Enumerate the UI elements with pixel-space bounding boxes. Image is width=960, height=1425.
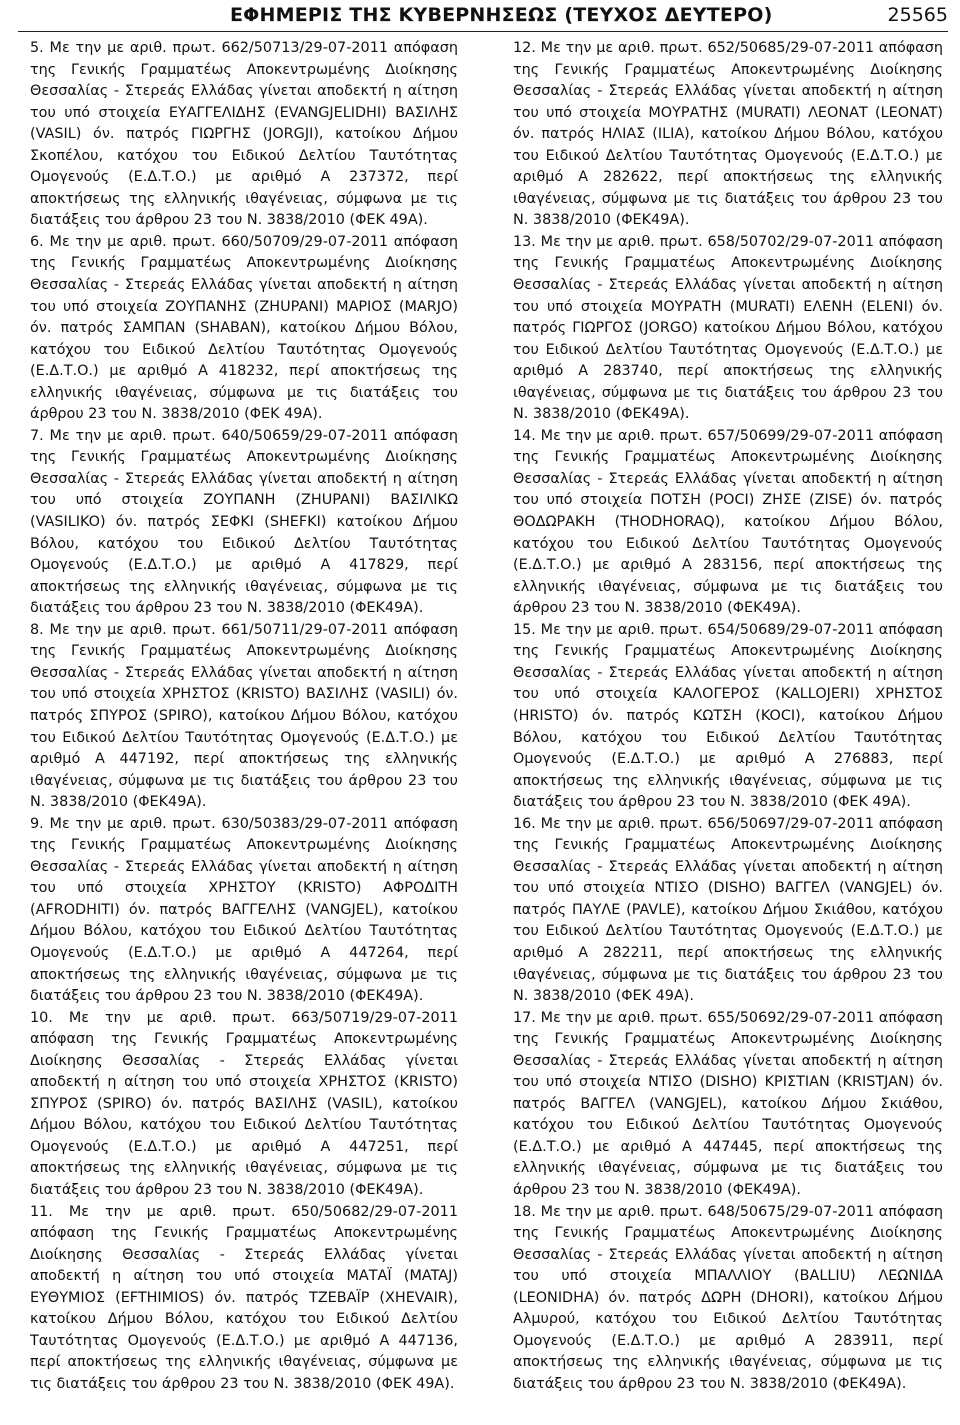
decision-paragraph-6: 6. Με την με αριθ. πρωτ. 660/50709/29-07-2011 απόφαση της Γενικής Γραμματέως Αποκεντρωμένης Διοίκησης Θεσσαλίας - Στερεάς Ελλάδας γίνεται αποδεκτή η αίτηση του υπό στοιχεία ΖΟΥΠΑΝΗΣ (ZHUPANI) ΜΑΡΙΟΣ (MARJO) όν. πατρός ΣΑΜΠΑΝ (SHABAN), κατοίκου Δήμου Βόλου, κατόχου του Ειδικού Δελτίου Ταυτότητας Ομογενούς (Ε.Δ.Τ.Ο.) με αριθμό Α 418232, περί αποκτήσεως της ελληνικής ιθαγένειας, σύμφωνα με τις διατάξεις του άρθρου 23 του Ν. 3838/2010 (ΦΕΚ 49Α). [30, 233, 458, 423]
decision-paragraph-7: 7. Με την με αριθ. πρωτ. 640/50659/29-07-2011 απόφαση της Γενικής Γραμματέως Αποκεντρωμένης Διοίκησης Θεσσαλίας - Στερεάς Ελλάδας γίνεται αποδεκτή η αίτηση του υπό στοιχεία ΖΟΥΠΑΝΗ (ZHUPANI) ΒΑΣΙΛΙΚΩ (VASILIKO) όν. πατρός ΣΕΦΚΙ (SHEFKI) κατοίκου Δήμου Βόλου, κατόχου του Ειδικού Δελτίου Ταυτότητας Ομογενούς (Ε.Δ.Τ.Ο.) με αριθμό Α 417829, περί αποκτήσεως της ελληνικής ιθαγένειας, σύμφωνα με τις διατάξεις του άρθρου 23 του Ν. 3838/2010 (ΦΕΚ49Α). [30, 427, 458, 617]
header-divider [18, 31, 948, 32]
decision-paragraph-10: 10. Με την με αριθ. πρωτ. 663/50719/29-07-2011 απόφαση της Γενικής Γραμματέως Αποκεντρωμένης Διοίκησης Θεσσαλίας - Στερεάς Ελλάδας γίνεται αποδεκτή η αίτηση του υπό στοιχεία ΧΡΗΣΤΟΣ (KRISTO) ΣΠΥΡΟΣ (SPIRO) όν. πατρός ΒΑΣΙΛΗΣ (VASIL), κατοίκου Δήμου Βόλου, κατόχου του Ειδικού Δελτίου Ταυτότητας Ομογενούς (Ε.Δ.Τ.Ο.) με αριθμό Α 447251, περί αποκτήσεως της ελληνικής ιθαγένειας, σύμφωνα με τις διατάξεις του άρθρου 23 του Ν. 3838/2010 (ΦΕΚ49Α). [30, 1009, 458, 1198]
decision-paragraph-17: 17. Με την με αριθ. πρωτ. 655/50692/29-07-2011 απόφαση της Γενικής Γραμματέως Αποκεντρωμένης Διοίκησης Θεσσαλίας - Στερεάς Ελλάδας γίνεται αποδεκτή η αίτηση του υπό στοιχεία ΝΤΙΣΟ (DISHO) ΚΡΙΣΤΙΑΝ (KRISTJAN) όν. πατρός ΒΑΓΓΕΛ (VANGJEL), κατοίκου Δήμου Σκιάθου, κατόχου του Ειδικού Δελτίου Ταυτότητας Ομογενούς (Ε.Δ.Τ.Ο.) με αριθμό Α 447445, περί αποκτήσεως της ελληνικής ιθαγένειας, σύμφωνα με τις διατάξεις του άρθρου 23 του Ν. 3838/2010 (ΦΕΚ49Α). [513, 1009, 943, 1198]
right-column [513, 38, 943, 1425]
decision-paragraph-5: 5. Με την με αριθ. πρωτ. 662/50713/29-07-2011 απόφαση της Γενικής Γραμματέως Αποκεντρωμένης Διοίκησης Θεσσαλίας - Στερεάς Ελλάδας γίνεται αποδεκτή η αίτηση του υπό στοιχεία ΕΥΑΓΓΕΛΙΔΗΣ (EVANGJELIDHI) ΒΑΣΙΛΗΣ (VASIL) όν. πατρός ΓΙΩΡΓΗΣ (JORGJI), κατοίκου Δήμου Σκοπέλου, κατόχου του Ειδικού Δελτίου Ταυτότητας Ομογενούς (Ε.Δ.Τ.Ο.) με αριθμό Α 237372, περί αποκτήσεως της ελληνικής ιθαγένειας, σύμφωνα με τις διατάξεις του άρθρου 23 του Ν. 3838/2010 (ΦΕΚ 49Α). [30, 40, 458, 229]
decision-paragraph-11: 11. Με την με αριθ. πρωτ. 650/50682/29-07-2011 απόφαση της Γενικής Γραμματέως Αποκεντρωμένης Διοίκησης Θεσσαλίας - Στερεάς Ελλάδας γίνεται αποδεκτή η αίτηση του υπό στοιχεία ΜΑΤΑΪ (MATAJ) ΕΥΘΥΜΙΟΣ (EFTHIMIOS) όν. πατρός ΤΖΕΒΑΪΡ (XHEVAIR), κατοίκου Δήμου Βόλου, κατόχου του Ειδικού Δελτίου Ταυτότητας Ομογενούς (Ε.Δ.Τ.Ο.) με αριθμό Α 447136, περί αποκτήσεως της ελληνικής ιθαγένειας, σύμφωνα με τις διατάξεις του άρθρου 23 του Ν. 3838/2010 (ΦΕΚ 49Α). [30, 1203, 458, 1392]
decision-paragraph-9: 9. Με την με αριθ. πρωτ. 630/50383/29-07-2011 απόφαση της Γενικής Γραμματέως Αποκεντρωμένης Διοίκησης Θεσσαλίας - Στερεάς Ελλάδας γίνεται αποδεκτή η αίτηση του υπό στοιχεία ΧΡΗΣΤΟΥ (KRISTO) ΑΦΡΟΔΙΤΗ (AFRODHITI) όν. πατρός ΒΑΓΓΕΛΗΣ (VANGJEL), κατοίκου Δήμου Βόλου, κατόχου του Ειδικού Δελτίου Ταυτότητας Ομογενούς (Ε.Δ.Τ.Ο.) με αριθμό Α 447264, περί αποκτήσεως της ελληνικής ιθαγένειας, σύμφωνα με τις διατάξεις του άρθρου 23 του Ν. 3838/2010 (ΦΕΚ49Α). [30, 815, 458, 1005]
page-header [0, 0, 960, 34]
gazette-title: ΕΦΗΜΕΡΙΣ ΤΗΣ ΚΥΒΕΡΝΗΣΕΩΣ (ΤΕΥΧΟΣ ΔΕΥΤΕΡΟ) [230, 4, 773, 26]
decision-paragraph-14: 14. Με την με αριθ. πρωτ. 657/50699/29-07-2011 απόφαση της Γενικής Γραμματέως Αποκεντρωμένης Διοίκησης Θεσσαλίας - Στερεάς Ελλάδας γίνεται αποδεκτή η αίτηση του υπό στοιχεία ΠΟΤΣΗ (POCI) ΖΗΣΕ (ZISE) όν. πατρός ΘΟΔΩΡΑΚΗ (THODHORAQ), κατοίκου Δήμου Βόλου, κατόχου του Ειδικού Δελτίου Ταυτότητας Ομογενούς (Ε.Δ.Τ.Ο.) με αριθμό Α 283156, περί αποκτήσεως της ελληνικής ιθαγένειας, σύμφωνα με τις διατάξεις του άρθρου 23 του Ν. 3838/2010 (ΦΕΚ49Α). [513, 427, 943, 617]
decision-paragraph-18: 18. Με την με αριθ. πρωτ. 648/50675/29-07-2011 απόφαση της Γενικής Γραμματέως Αποκεντρωμένης Διοίκησης Θεσσαλίας - Στερεάς Ελλάδας γίνεται αποδεκτή η αίτηση του υπό στοιχεία ΜΠΑΛΛΙΟΥ (BALLIU) ΛΕΩΝΙΔΑ (LEONIDHA) όν. πατρός ΔΩΡΗ (DHORI), κατοίκου Δήμου Αλμυρού, κατόχου του Ειδικού Δελτίου Ταυτότητας Ομογενούς (Ε.Δ.Τ.Ο.) με αριθμό Α 283911, περί αποκτήσεως της ελληνικής ιθαγένειας, σύμφωνα με τις διατάξεις του άρθρου 23 του Ν. 3838/2010 (ΦΕΚ49Α). [513, 1203, 943, 1392]
page-number: 25565 [887, 4, 948, 26]
decision-paragraph-15: 15. Με την με αριθ. πρωτ. 654/50689/29-07-2011 απόφαση της Γενικής Γραμματέως Αποκεντρωμένης Διοίκησης Θεσσαλίας - Στερεάς Ελλάδας γίνεται αποδεκτή η αίτηση του υπό στοιχεία ΚΑΛΟΓΕΡΟΣ (KALLOJERI) ΧΡΗΣΤΟΣ (HRISTO) όν. πατρός ΚΩΤΣΗ (KOCI), κατοίκου Δήμου Βόλου, κατόχου του Ειδικού Δελτίου Ταυτότητας Ομογενούς (Ε.Δ.Τ.Ο.) με αριθμό Α 276883, περί αποκτήσεως της ελληνικής ιθαγένειας, σύμφωνα με τις διατάξεις του άρθρου 23 του Ν. 3838/2010 (ΦΕΚ 49Α). [513, 621, 943, 811]
decision-paragraph-12: 12. Με την με αριθ. πρωτ. 652/50685/29-07-2011 απόφαση της Γενικής Γραμματέως Αποκεντρωμένης Διοίκησης Θεσσαλίας - Στερεάς Ελλάδας γίνεται αποδεκτή η αίτηση του υπό στοιχεία ΜΟΥΡΑΤΗΣ (MURATI) ΛΕΟΝΑΤ (LEONAT) όν. πατρός ΗΛΙΑΣ (ILIA), κατοίκου Δήμου Βόλου, κατόχου του Ειδικού Δελτίου Ταυτότητας Ομογενούς (Ε.Δ.Τ.Ο.) με αριθμό Α 282622, περί αποκτήσεως της ελληνικής ιθαγένειας, σύμφωνα με τις διατάξεις του άρθρου 23 του Ν. 3838/2010 (ΦΕΚ49Α). [513, 40, 943, 229]
left-column [30, 38, 458, 1425]
decision-paragraph-8: 8. Με την με αριθ. πρωτ. 661/50711/29-07-2011 απόφαση της Γενικής Γραμματέως Αποκεντρωμένης Διοίκησης Θεσσαλίας - Στερεάς Ελλάδας γίνεται αποδεκτή η αίτηση του υπό στοιχεία ΧΡΗΣΤΟΣ (KRISTO) ΒΑΣΙΛΗΣ (VASILI) όν. πατρός ΣΠΥΡΟΣ (SPIRO), κατοίκου Δήμου Βόλου, κατόχου του Ειδικού Δελτίου Ταυτότητας Ομογενούς (Ε.Δ.Τ.Ο.) με αριθμό Α 447192, περί αποκτήσεως της ελληνικής ιθαγένειας, σύμφωνα με τις διατάξεις του άρθρου 23 του Ν. 3838/2010 (ΦΕΚ49Α). [30, 621, 458, 811]
decision-paragraph-16: 16. Με την με αριθ. πρωτ. 656/50697/29-07-2011 απόφαση της Γενικής Γραμματέως Αποκεντρωμένης Διοίκησης Θεσσαλίας - Στερεάς Ελλάδας γίνεται αποδεκτή η αίτηση του υπό στοιχεία ΝΤΙΣΟ (DISHO) ΒΑΓΓΕΛ (VANGJEL) όν. πατρός ΠΑΥΛΕ (PAVLE), κατοίκου Δήμου Σκιάθου, κατόχου του Ειδικού Δελτίου Ταυτότητας Ομογενούς (Ε.Δ.Τ.Ο.) με αριθμό Α 282211, περί αποκτήσεως της ελληνικής ιθαγένειας, σύμφωνα με τις διατάξεις του άρθρου 23 του Ν. 3838/2010 (ΦΕΚ 49Α). [513, 815, 943, 1005]
decision-paragraph-13: 13. Με την με αριθ. πρωτ. 658/50702/29-07-2011 απόφαση της Γενικής Γραμματέως Αποκεντρωμένης Διοίκησης Θεσσαλίας - Στερεάς Ελλάδας γίνεται αποδεκτή η αίτηση του υπό στοιχεία ΜΟΥΡΑΤΗ (MURATI) ΕΛΕΝΗ (ELENI) όν. πατρός ΓΙΩΡΓΟΣ (JORGO) κατοίκου Δήμου Βόλου, κατόχου του Ειδικού Δελτίου Ταυτότητας Ομογενούς (Ε.Δ.Τ.Ο.) με αριθμό Α 283740, περί αποκτήσεως της ελληνικής ιθαγένειας, σύμφωνα με τις διατάξεις του άρθρου 23 του Ν. 3838/2010 (ΦΕΚ49Α). [513, 233, 943, 423]
